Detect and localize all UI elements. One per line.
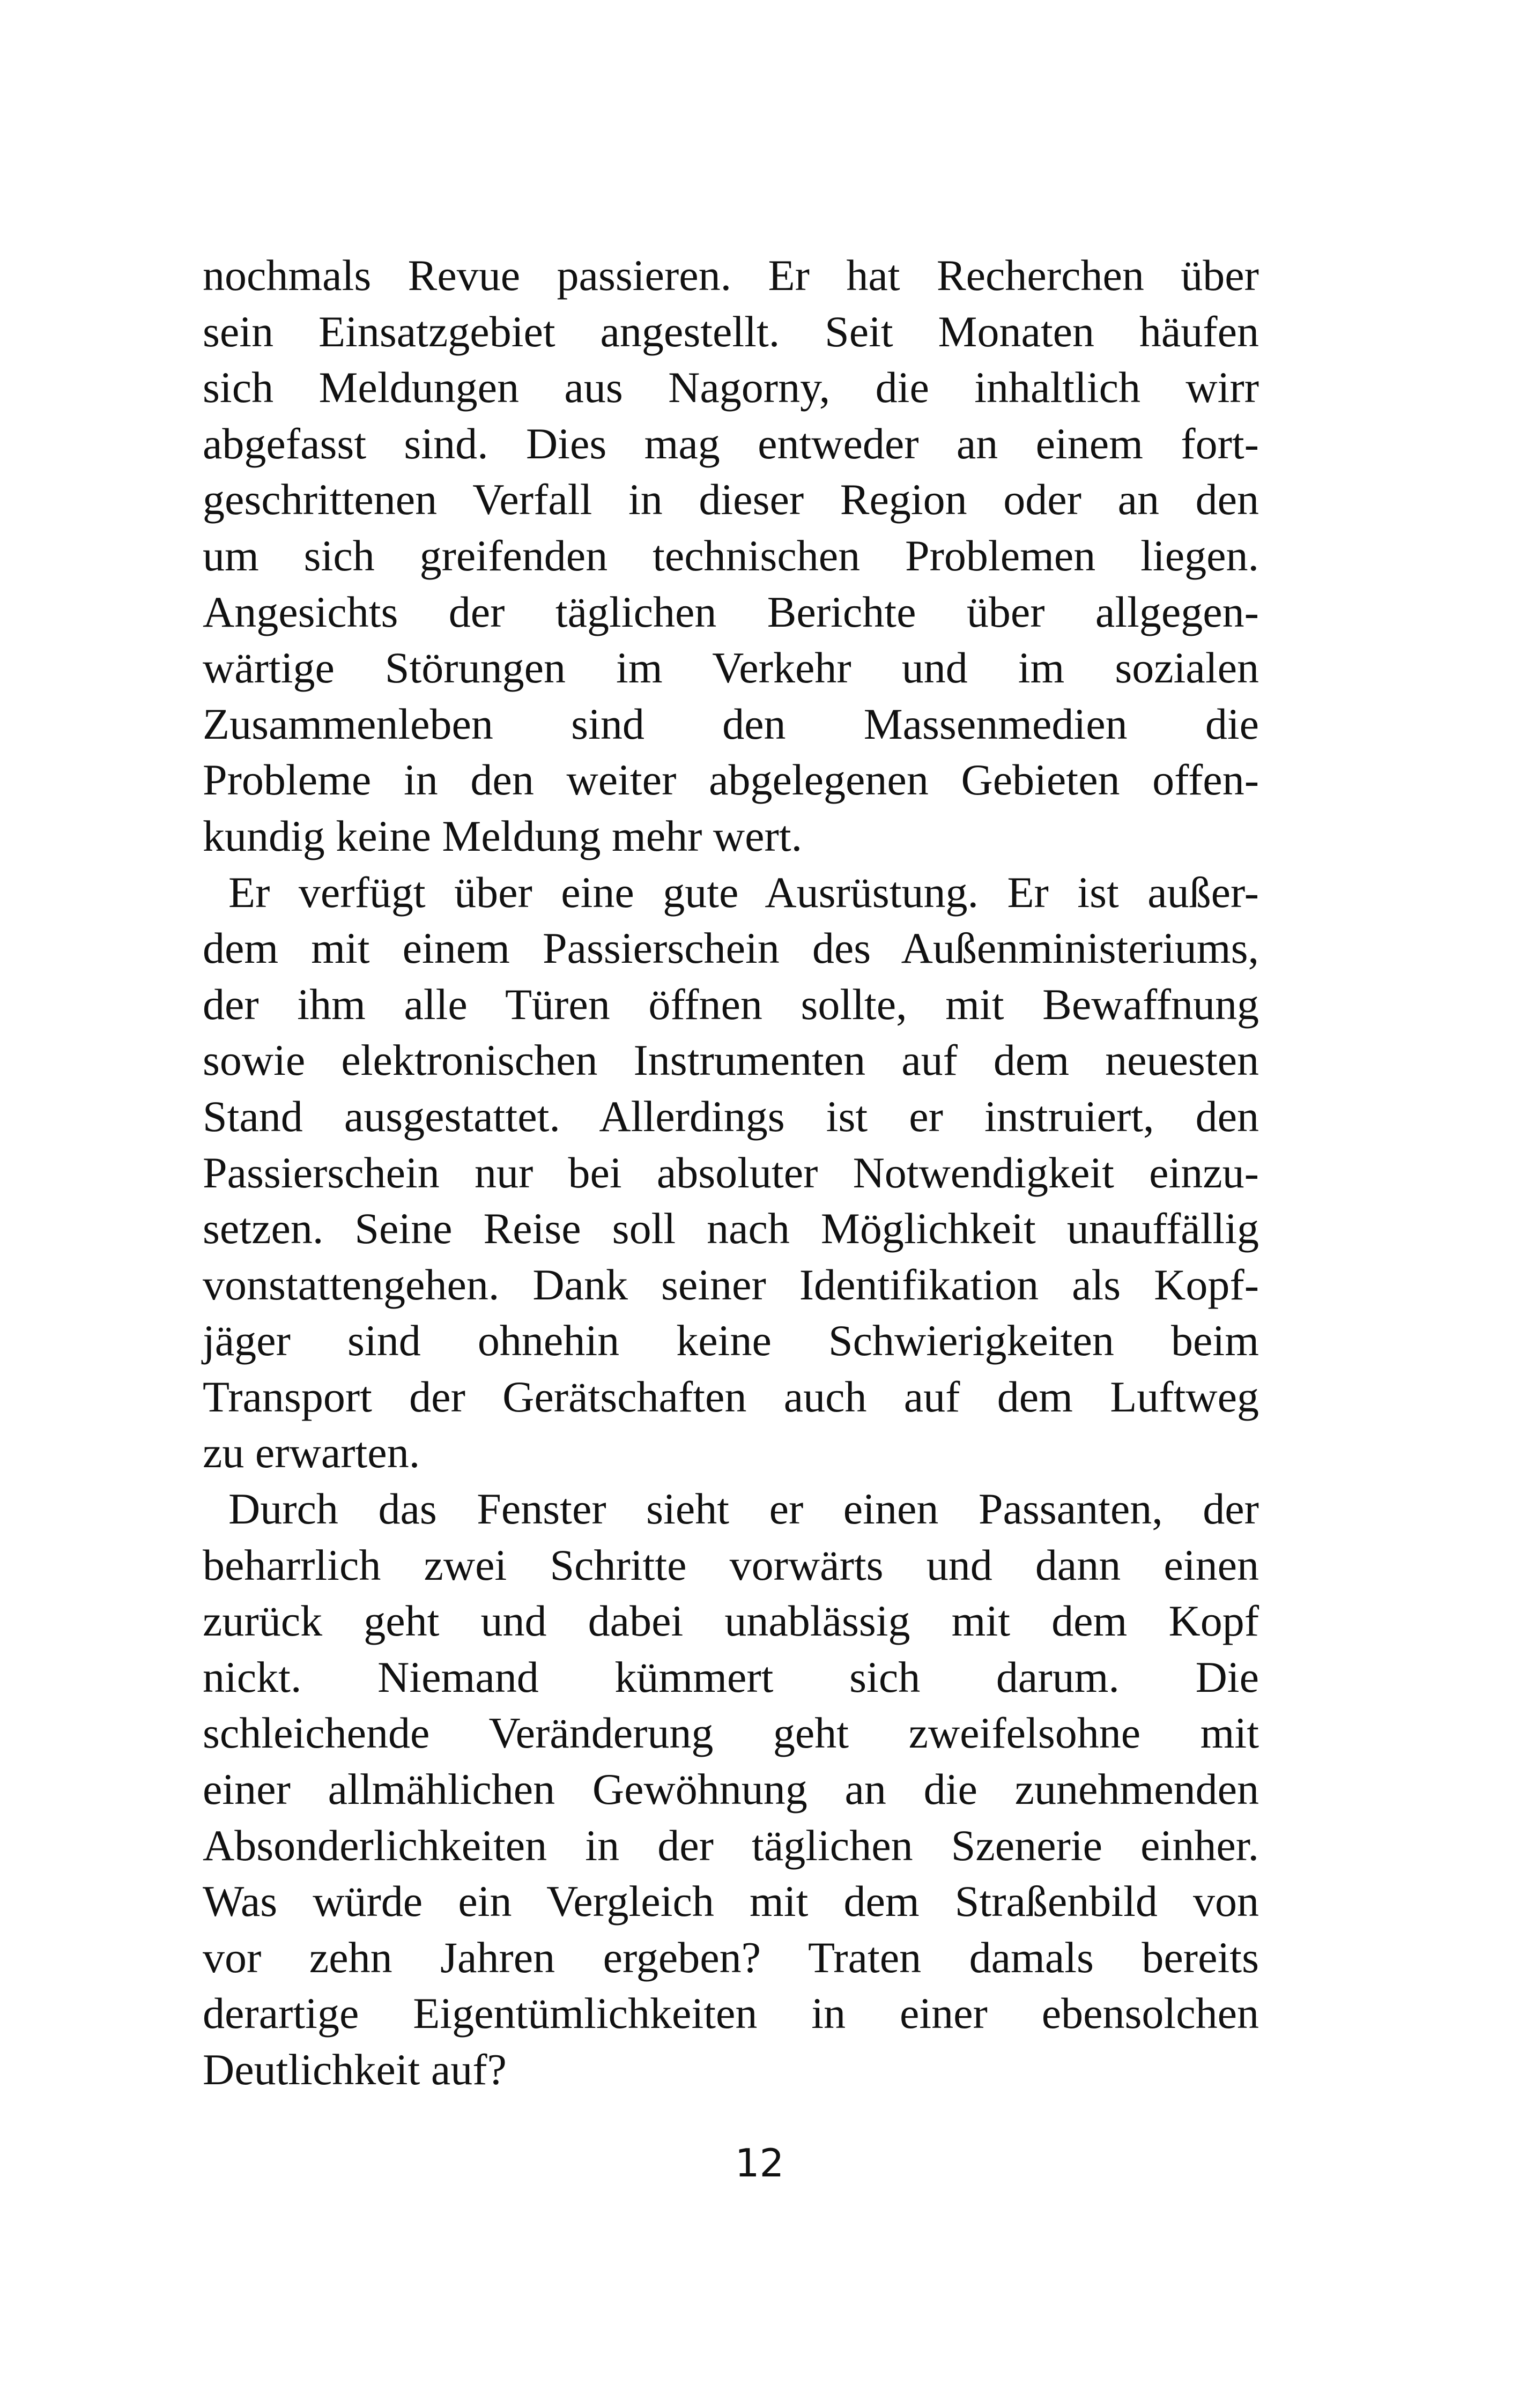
text-line: derartige Eigentümlichkeiten in einer ebensolchen <box>203 1989 1259 2038</box>
text-line: Deutlichkeit auf? <box>203 2045 507 2094</box>
page-number: 12 <box>735 2141 784 2186</box>
text-line: um sich greifenden technischen Problemen liegen. <box>203 531 1259 580</box>
text-line: Zusammenleben sind den Massenmedien die <box>203 699 1259 748</box>
text-line: Stand ausgestattet. Allerdings ist er instruiert, den <box>203 1091 1259 1141</box>
text-line: geschrittenen Verfall in dieser Region oder an den <box>203 475 1259 524</box>
text-line: Er verfügt über eine gute Ausrüstung. Er ist außer- <box>228 867 1259 917</box>
text-line: vor zehn Jahren ergeben? Traten damals bereits <box>203 1933 1259 1982</box>
text-line: zurück geht und dabei unablässig mit dem Kopf <box>203 1596 1259 1646</box>
text-line: Durch das Fenster sieht er einen Passanten, der <box>228 1484 1259 1534</box>
text-line: sein Einsatzgebiet angestellt. Seit Monaten häufen <box>203 307 1259 356</box>
text-line: Angesichts der täglichen Berichte über allgegen- <box>203 587 1259 636</box>
text-line: dem mit einem Passierschein des Außenministeriums, <box>203 924 1259 973</box>
text-line: setzen. Seine Reise soll nach Möglichkeit unauffällig <box>203 1204 1259 1253</box>
text-line: kundig keine Meldung mehr wert. <box>203 811 803 860</box>
body-text <box>203 248 1259 2098</box>
text-line: sowie elektronischen Instrumenten auf dem neuesten <box>203 1036 1259 1085</box>
text-line: sich Meldungen aus Nagorny, die inhaltlich wirr <box>203 363 1259 412</box>
text-line: Absonderlichkeiten in der täglichen Szenerie einher. <box>203 1820 1259 1870</box>
text-line: Passierschein nur bei absoluter Notwendigkeit einzu- <box>203 1148 1259 1197</box>
paragraph-1 <box>203 248 1259 865</box>
text-line: jäger sind ohnehin keine Schwierigkeiten beim <box>203 1316 1259 1365</box>
text-line: der ihm alle Türen öffnen sollte, mit Bewaffnung <box>203 979 1259 1029</box>
text-line: Probleme in den weiter abgelegenen Gebieten offen- <box>203 755 1259 805</box>
text-line: zu erwarten. <box>203 1428 420 1477</box>
text-line: nickt. Niemand kümmert sich darum. Die <box>203 1652 1259 1701</box>
text-line: einer allmählichen Gewöhnung an die zunehmenden <box>203 1765 1259 1814</box>
paragraph-3 <box>203 1481 1259 2098</box>
text-line: vonstattengehen. Dank seiner Identifikation als Kopf- <box>203 1260 1259 1309</box>
paragraph-2 <box>203 865 1259 1482</box>
text-line: wärtige Störungen im Verkehr und im sozialen <box>203 643 1259 693</box>
text-line: nochmals Revue passieren. Er hat Recherchen über <box>203 251 1259 300</box>
text-line: beharrlich zwei Schritte vorwärts und dann einen <box>203 1540 1259 1589</box>
text-line: Transport der Gerätschaften auch auf dem Luftweg <box>203 1372 1259 1421</box>
text-line: schleichende Veränderung geht zweifelsohne mit <box>203 1708 1259 1758</box>
text-line: Was würde ein Vergleich mit dem Straßenbild von <box>203 1877 1259 1926</box>
text-line: abgefasst sind. Dies mag entweder an einem fort- <box>203 419 1259 468</box>
